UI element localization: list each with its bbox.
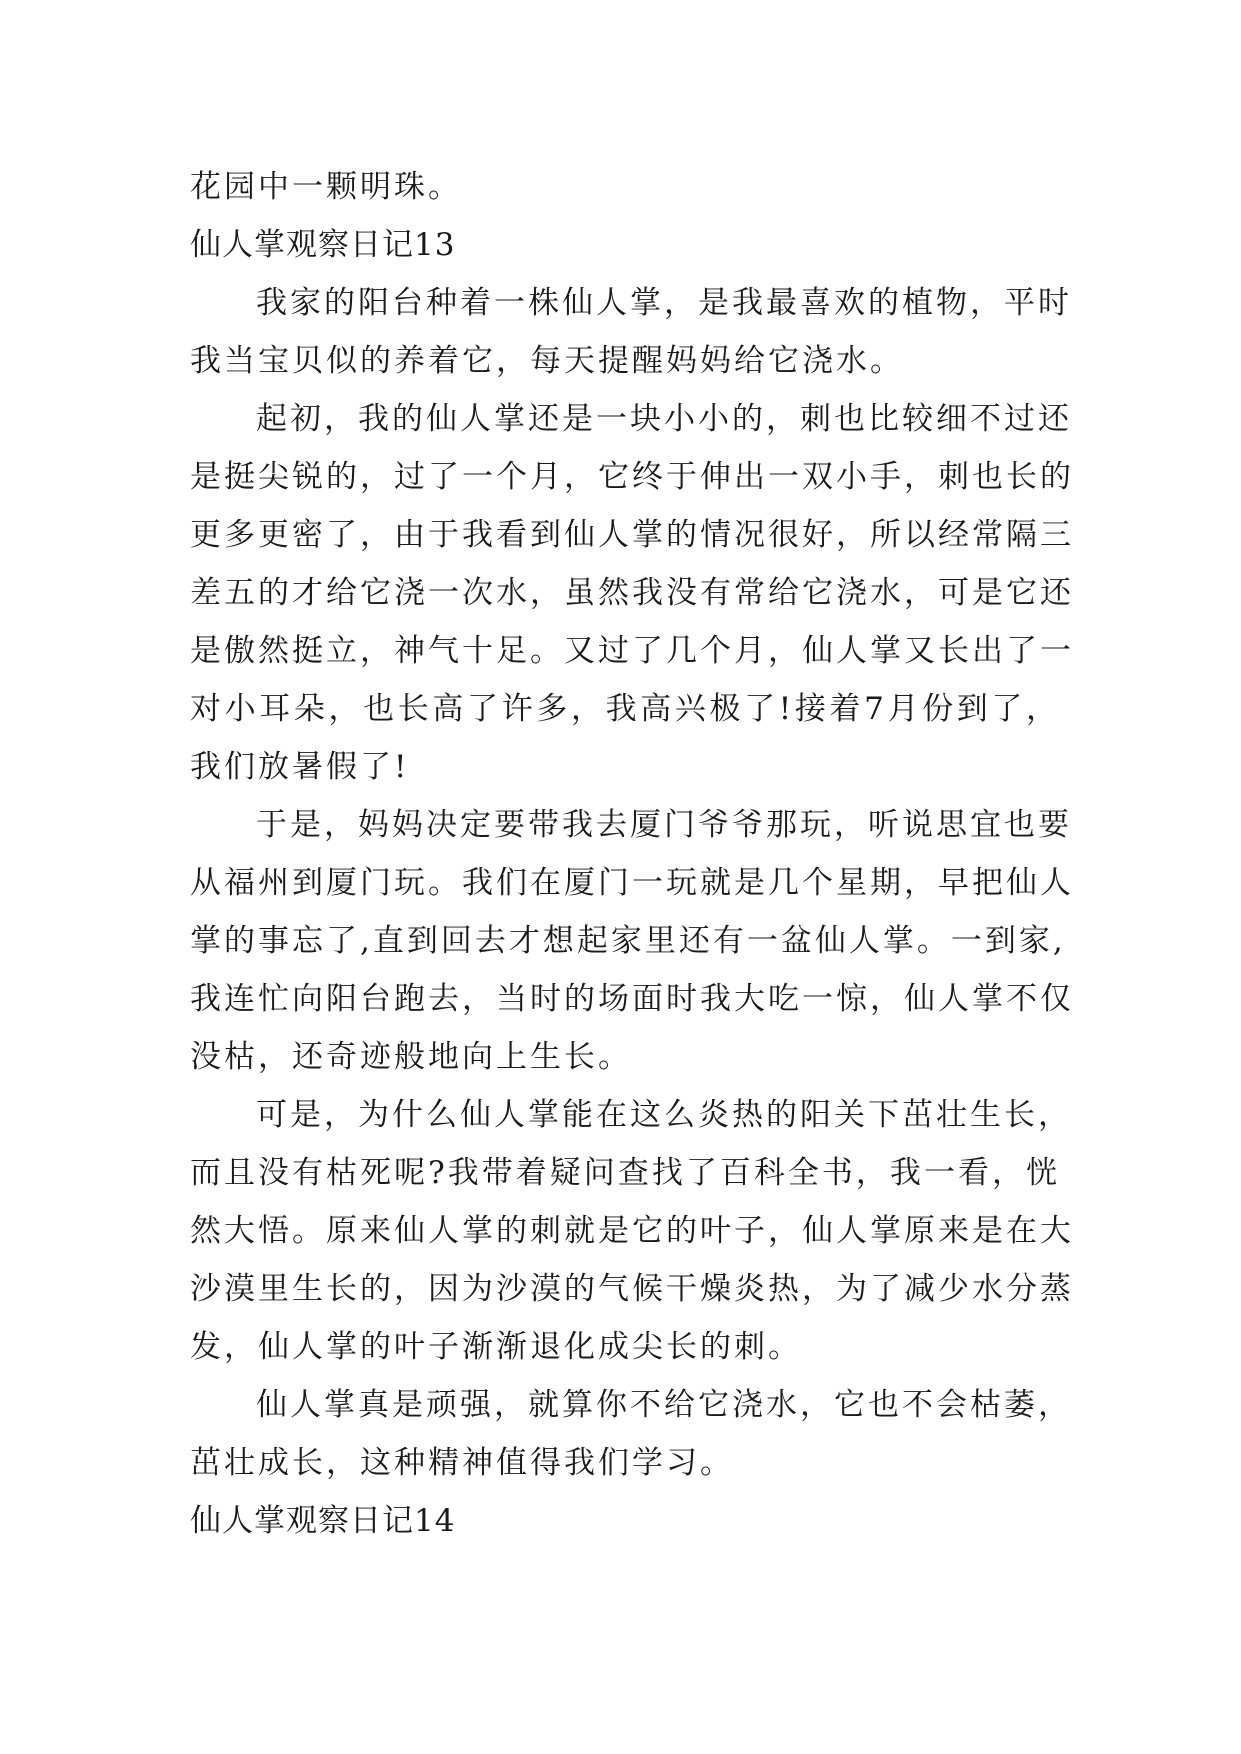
paragraph-line: 可是，为什么仙人掌能在这么炎热的阳关下茁壮生长，	[256, 1097, 1072, 1133]
paragraph-line: 仙人掌真是顽强，就算你不给它浇水，它也不会枯萎，	[256, 1387, 1072, 1423]
paragraph-line: 我当宝贝似的养着它，每天提醒妈妈给它浇水。	[190, 343, 904, 379]
paragraph-line: 更多更密了，由于我看到仙人掌的情况很好，所以经常隔三	[190, 517, 1074, 553]
document-page	[190, 158, 1074, 1550]
paragraph-line: 我们放暑假了!	[190, 749, 410, 785]
text-line: 花园中一颗明珠。	[190, 169, 462, 205]
paragraph-line: 是挺尖锐的，过了一个月，它终于伸出一双小手，刺也长的	[190, 459, 1074, 495]
paragraph-line: 我家的阳台种着一株仙人掌，是我最喜欢的植物，平时	[256, 285, 1072, 321]
section-heading: 仙人掌观察日记13	[190, 227, 456, 263]
section-heading: 仙人掌观察日记14	[190, 1503, 456, 1539]
paragraph-line: 沙漠里生长的，因为沙漠的气候干燥炎热，为了减少水分蒸	[190, 1271, 1074, 1307]
paragraph-line: 从福州到厦门玩。我们在厦门一玩就是几个星期，早把仙人	[190, 865, 1074, 901]
paragraph-line: 差五的才给它浇一次水，虽然我没有常给它浇水，可是它还	[190, 575, 1074, 611]
paragraph-line: 掌的事忘了,直到回去才想起家里还有一盆仙人掌。一到家,	[190, 923, 1066, 959]
paragraph-line: 起初，我的仙人掌还是一块小小的，刺也比较细不过还	[256, 401, 1072, 437]
paragraph-line: 于是，妈妈决定要带我去厦门爷爷那玩，听说思宜也要	[256, 807, 1072, 843]
paragraph-line: 对小耳朵，也长高了许多，我高兴极了!接着7月份到了，	[190, 691, 1060, 727]
paragraph-line: 而且没有枯死呢?我带着疑问查找了百科全书，我一看，恍	[190, 1155, 1060, 1191]
paragraph-line: 茁壮成长，这种精神值得我们学习。	[190, 1445, 734, 1481]
paragraph-line: 然大悟。原来仙人掌的刺就是它的叶子，仙人掌原来是在大	[190, 1213, 1074, 1249]
paragraph-line: 是傲然挺立，神气十足。又过了几个月，仙人掌又长出了一	[190, 633, 1074, 669]
paragraph-line: 没枯，还奇迹般地向上生长。	[190, 1039, 632, 1075]
paragraph-line: 发，仙人掌的叶子渐渐退化成尖长的刺。	[190, 1329, 802, 1365]
paragraph-line: 我连忙向阳台跑去，当时的场面时我大吃一惊，仙人掌不仅	[190, 981, 1074, 1017]
